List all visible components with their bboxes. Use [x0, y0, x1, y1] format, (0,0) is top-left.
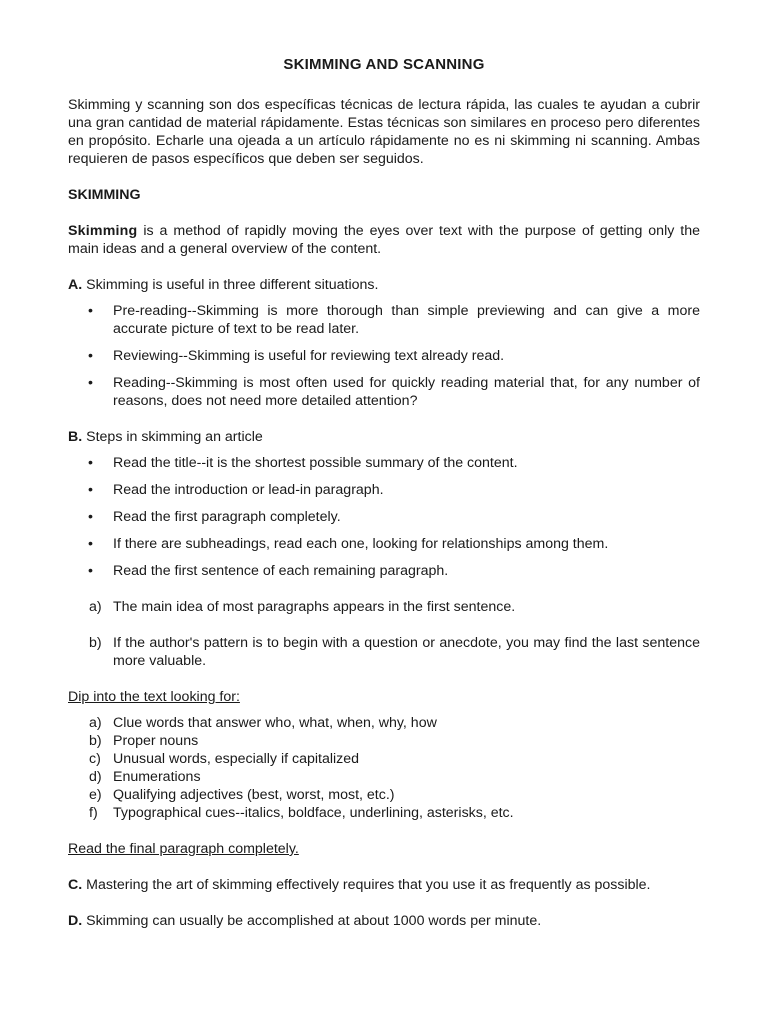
item-marker: e) — [89, 787, 102, 803]
skimming-definition — [68, 222, 700, 258]
list-item: • Reviewing--Skimming is useful for reviewing text already read. — [88, 348, 505, 364]
dip-heading: Dip into the text looking for: — [68, 689, 240, 705]
list-item: f) Typographical cues--italics, boldface, underlining, asterisks, etc. — [89, 805, 514, 821]
item-marker: a) — [89, 715, 102, 731]
bullet-icon: • — [88, 348, 93, 364]
list-item: • Pre-reading--Skimming is more thorough than simple previewing and can give a more accurate picture of text to be read later. — [88, 303, 700, 337]
definition-text: is a method of rapidly moving the eyes over text with the purpose of getting only the main ideas and a general overview of the content. — [68, 223, 700, 257]
list-item: • If there are subheadings, read each one, looking for relationships among them. — [88, 536, 609, 552]
item-marker: d) — [89, 769, 102, 785]
section-b-marker: B. — [68, 429, 83, 445]
section-b-lead — [68, 428, 700, 446]
list-item: e) Qualifying adjectives (best, worst, most, etc.) — [89, 787, 395, 803]
note-marker: a) — [89, 599, 102, 615]
section-c-text: Mastering the art of skimming effectively requires that you use it as frequently as possible. — [82, 877, 651, 893]
list-item: a) Clue words that answer who, what, when, why, how — [89, 715, 437, 731]
item-marker: f) — [89, 805, 98, 821]
document-page — [68, 54, 700, 948]
bullet-icon: • — [88, 303, 93, 319]
document-title: SKIMMING AND SCANNING — [283, 56, 485, 73]
list-item: b) Proper nouns — [89, 733, 199, 749]
dip-list — [68, 714, 700, 822]
list-item: c) Unusual words, especially if capitalized — [89, 751, 360, 767]
section-b-notes — [68, 598, 700, 670]
bullet-icon: • — [88, 375, 93, 391]
bullet-icon: • — [88, 509, 93, 525]
section-d-paragraph — [68, 912, 700, 930]
section-b-text: Steps in skimming an article — [82, 429, 263, 445]
section-a-bullet-list — [68, 302, 700, 410]
list-item: a) The main idea of most paragraphs appears in the first sentence. — [89, 599, 516, 615]
bullet-icon: • — [88, 563, 93, 579]
intro-paragraph: Skimming y scanning son dos específicas técnicas de lectura rápida, las cuales te ayudan a cubrir una gran cantidad de material rápidamente. Estas técnicas son similares en proceso pero diferentes en propósito. Echarle una ojeada a un artículo rápidamente no es ni skimming ni scanning. Ambas requieren de pasos específicos que deben ser seguidos. — [68, 97, 700, 167]
list-item: • Reading--Skimming is most often used for quickly reading material that, for any number of reasons, does not need more detailed attention? — [88, 375, 700, 409]
note-marker: b) — [89, 635, 102, 651]
section-c-marker: C. — [68, 877, 83, 893]
bullet-icon: • — [88, 482, 93, 498]
section-a-lead — [68, 276, 700, 294]
item-marker: b) — [89, 733, 102, 749]
item-marker: c) — [89, 751, 101, 767]
list-item: • Read the first sentence of each remaining paragraph. — [88, 563, 449, 579]
bullet-icon: • — [88, 536, 93, 552]
list-item: • Read the introduction or lead-in paragraph. — [88, 482, 384, 498]
section-d-marker: D. — [68, 913, 83, 929]
skimming-heading: SKIMMING — [68, 187, 141, 203]
section-a-marker: A. — [68, 277, 83, 293]
section-a-text: Skimming is useful in three different situations. — [82, 277, 379, 293]
list-item: b) If the author's pattern is to begin with a question or anecdote, you may find the last sentence more valuable. — [89, 635, 700, 669]
list-item: d) Enumerations — [89, 769, 201, 785]
list-item: • Read the title--it is the shortest possible summary of the content. — [88, 455, 518, 471]
definition-term: Skimming — [68, 223, 138, 239]
list-item: • Read the first paragraph completely. — [88, 509, 341, 525]
bullet-icon: • — [88, 455, 93, 471]
final-paragraph-heading: Read the final paragraph completely. — [68, 841, 299, 857]
section-c-paragraph — [68, 876, 700, 894]
section-b-bullet-list — [68, 454, 700, 580]
section-d-text: Skimming can usually be accomplished at about 1000 words per minute. — [82, 913, 542, 929]
